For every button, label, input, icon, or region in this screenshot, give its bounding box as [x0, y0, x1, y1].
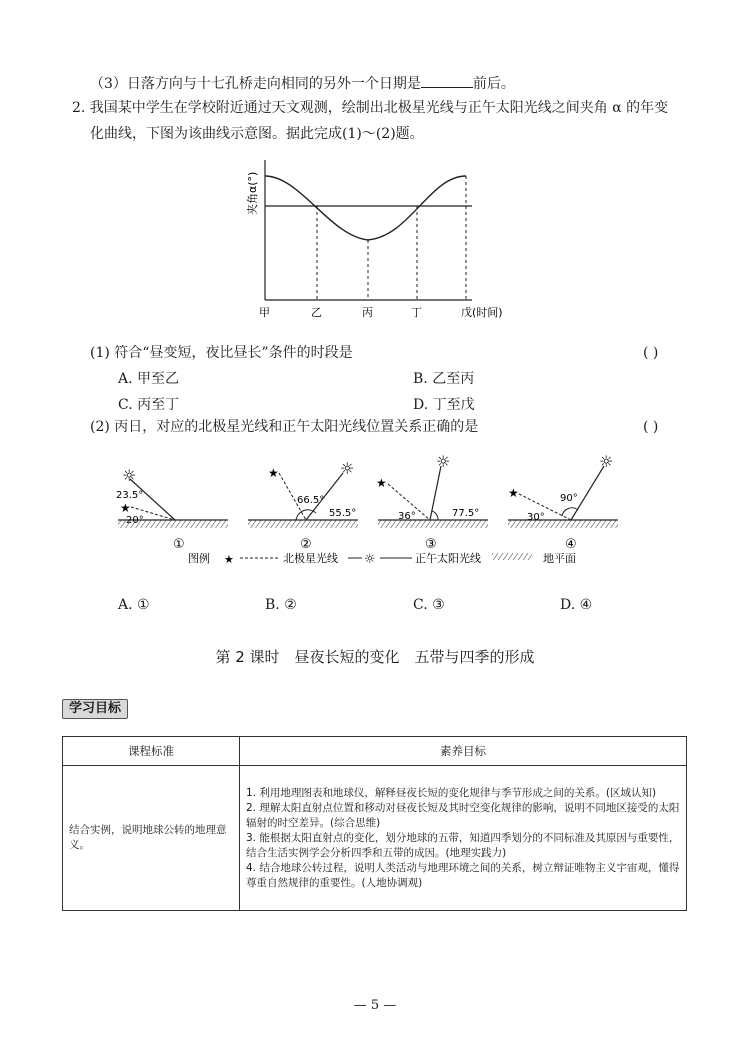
q2-sub1-option-c[interactable]: C. 丙至丁 — [118, 397, 180, 413]
q1-part3: （3）日落方向与十七孔桥走向相同的另外一个日期是 前后。 — [90, 73, 515, 93]
x-label-jia: 甲 — [259, 306, 270, 319]
angle-curve — [265, 176, 466, 240]
ground-surface — [248, 520, 358, 528]
star-icon: ★ — [376, 476, 387, 490]
header-course-standard: 课程标准 — [63, 737, 240, 766]
sun-icon: ☼ — [340, 459, 355, 478]
literacy-goals-cell — [240, 766, 687, 911]
q2-sub2-option-c[interactable]: C. ③ — [413, 597, 445, 613]
svg-text:20°: 20° — [126, 515, 144, 526]
diagram-2 — [248, 459, 358, 552]
goals-table — [62, 736, 687, 911]
star-icon: ★ — [120, 501, 131, 515]
sun-icon: ☼ — [364, 552, 376, 567]
angle-curve-chart — [0, 0, 750, 330]
q2-sub2-bracket[interactable]: ( ) — [643, 419, 659, 435]
q2-sub1-option-d[interactable]: D. 丁至戊 — [413, 397, 475, 413]
table-row — [63, 766, 687, 911]
course-standard-text: 结合实例，说明地球公转的地理意义。 — [63, 766, 240, 911]
diagram-3 — [376, 452, 488, 552]
goal-3: 3. 能根据太阳直射点的变化，划分地球的五带，知道四季划分的不同标准及其原因与重要性，结合生活实例学会分析四季和五带的成因。(地理实践力) — [246, 831, 680, 859]
angle-diagrams — [0, 450, 750, 580]
section-title: 第 2 课时 昼夜长短的变化 五带与四季的形成 — [215, 648, 535, 666]
x-label-ding: 丁 — [411, 306, 422, 319]
ground-legend — [492, 553, 532, 560]
diagram-legend — [188, 551, 576, 567]
goal-2: 2. 理解太阳直射点位置和移动对昼夜长短及其时空变化规律的影响，说明不同地区接受的太阳辐射的时空差异。(综合思维) — [246, 801, 680, 829]
table-header-row — [63, 737, 687, 766]
q2-sub2-option-d[interactable]: D. ④ — [560, 597, 593, 613]
svg-text:①: ① — [173, 537, 185, 552]
learning-goals-badge: 学习目标 — [62, 699, 128, 719]
q2-sub1-question: (1) 符合“昼变短，夜比昼长”条件的时段是 — [90, 345, 353, 361]
star-icon: ★ — [224, 553, 234, 566]
svg-text:正午太阳光线: 正午太阳光线 — [415, 552, 481, 565]
sun-icon: ☼ — [599, 452, 614, 471]
q2-sub2-option-b[interactable]: B. ② — [265, 597, 297, 613]
svg-text:③: ③ — [425, 537, 437, 552]
svg-text:77.5°: 77.5° — [452, 508, 480, 519]
sun-ray — [430, 466, 441, 520]
x-label-wu: 戊(时间) — [461, 306, 503, 319]
y-axis-label: 夹角α(°) — [246, 171, 259, 215]
diagram-4 — [508, 452, 618, 552]
star-icon: ★ — [268, 466, 279, 480]
svg-text:④: ④ — [565, 537, 577, 552]
svg-text:36°: 36° — [398, 511, 416, 522]
svg-text:30°: 30° — [527, 512, 545, 523]
svg-text:地平面: 地平面 — [543, 552, 576, 565]
goal-4: 4. 结合地球公转过程，说明人类活动与地理环境之间的关系，树立辩证唯物主义宇宙观，懂得尊重自然规律的重要性。(人地协调观) — [246, 861, 680, 889]
svg-text:23.5°: 23.5° — [116, 490, 144, 501]
q2-sub1-option-a[interactable]: A. 甲至乙 — [118, 371, 180, 387]
diagram-1 — [116, 466, 228, 552]
page-number: — 5 — — [353, 998, 397, 1013]
svg-text:北极星光线: 北极星光线 — [283, 552, 338, 565]
svg-text:66.5°: 66.5° — [297, 495, 325, 506]
q2-sub2-option-a[interactable]: A. ① — [118, 597, 150, 613]
q2-stem-line2: 化曲线，下图为该曲线示意图。据此完成(1)～(2)题。 — [90, 126, 424, 142]
svg-text:②: ② — [300, 537, 312, 552]
star-icon: ★ — [508, 486, 519, 500]
goal-1: 1. 利用地理图表和地球仪，解释昼夜长短的变化规律与季节形成之间的关系。(区域认知) — [246, 786, 657, 799]
sun-icon: ☼ — [436, 452, 451, 471]
q2-sub1-bracket[interactable]: ( ) — [643, 345, 659, 361]
x-label-bing: 丙 — [362, 306, 373, 319]
svg-text:90°: 90° — [560, 493, 578, 504]
header-literacy-goals: 素养目标 — [240, 737, 687, 766]
sun-icon: ☼ — [122, 466, 137, 485]
svg-text:55.5°: 55.5° — [329, 508, 357, 519]
svg-text:图例: 图例 — [188, 552, 210, 565]
x-label-yi: 乙 — [311, 306, 322, 319]
q2-stem-line1: 2. 我国某中学生在学校附近通过天文观测，绘制出北极星光线与正午太阳光线之间夹角 α 的年变 — [72, 100, 669, 116]
q2-sub1-option-b[interactable]: B. 乙至丙 — [413, 371, 475, 387]
q2-sub2-question: (2) 丙日，对应的北极星光线和正午太阳光线位置关系正确的是 — [90, 419, 479, 435]
ground-surface — [508, 520, 618, 528]
ground-surface — [378, 520, 488, 528]
